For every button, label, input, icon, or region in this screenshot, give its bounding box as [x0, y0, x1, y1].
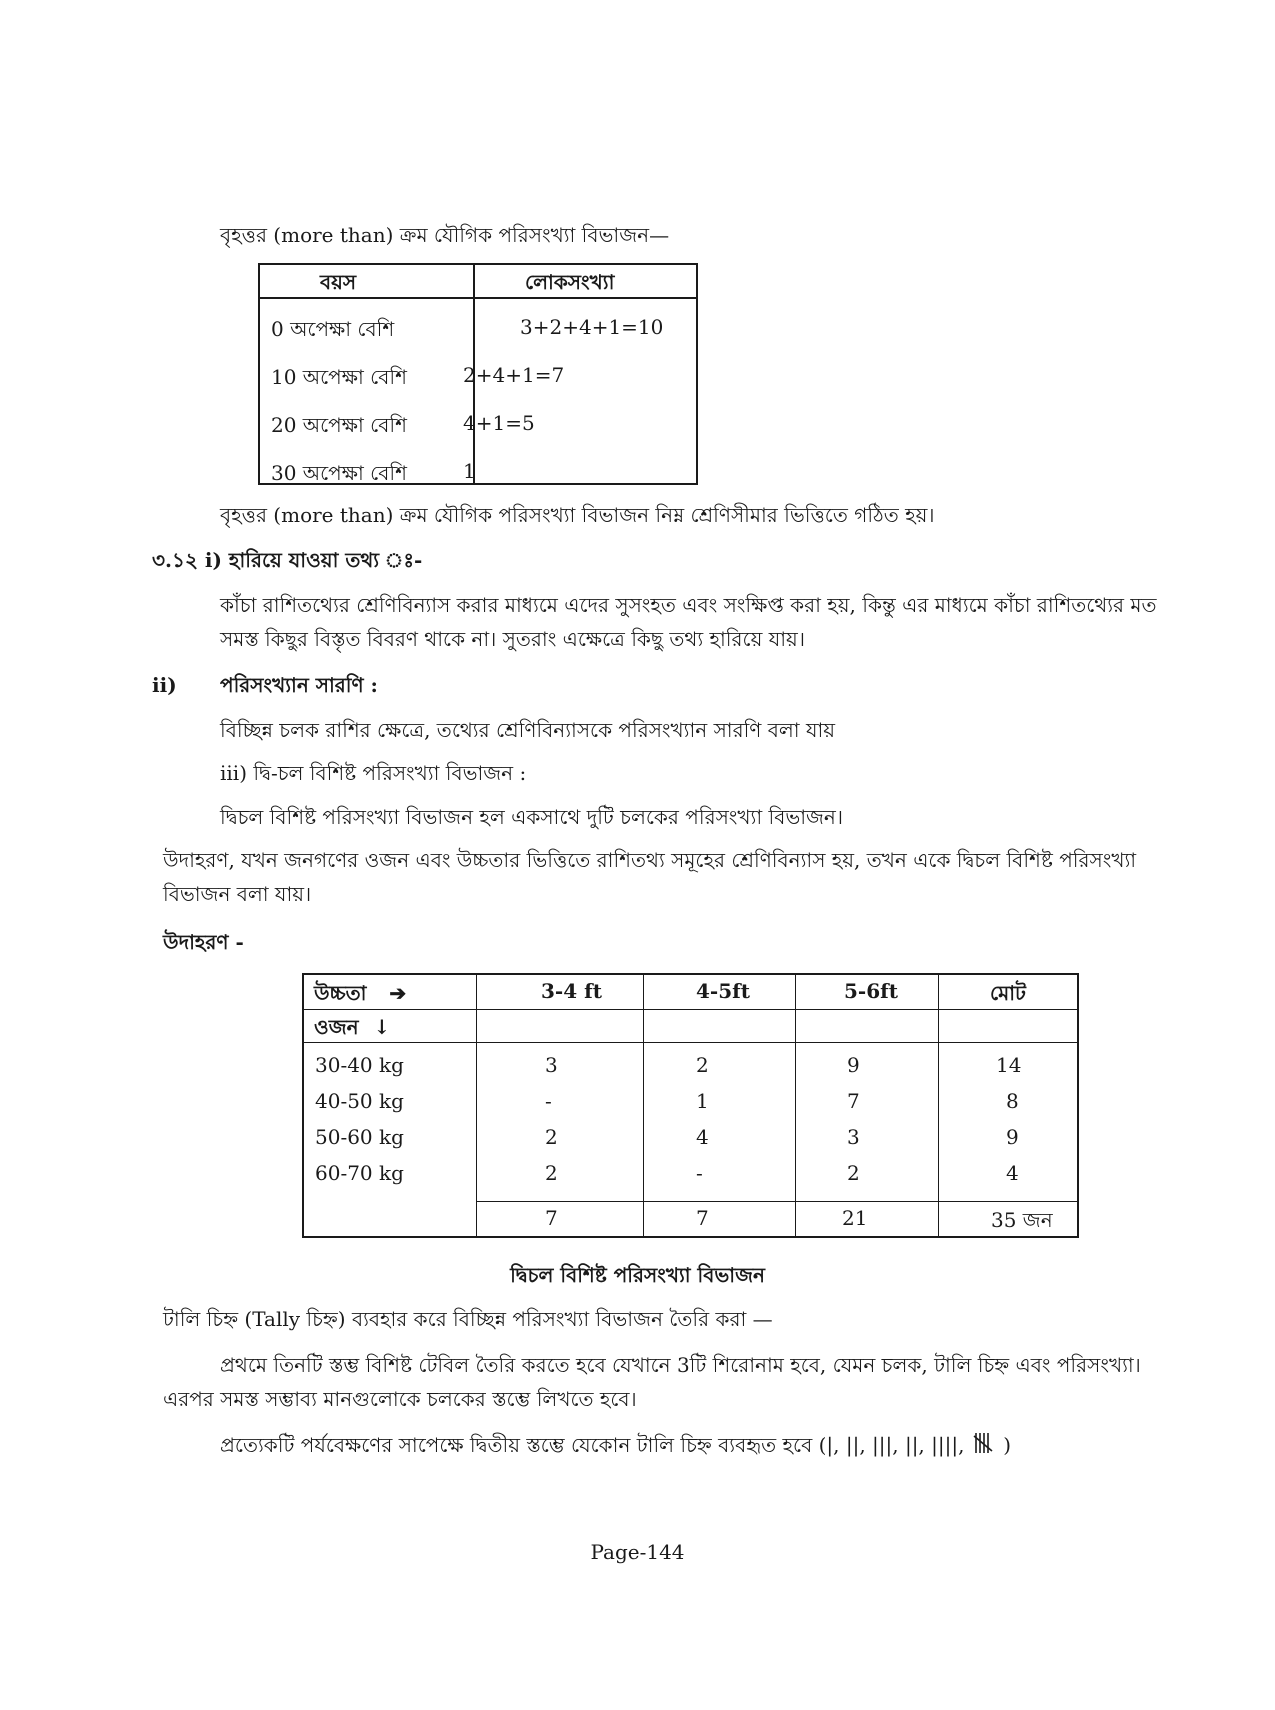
table-total-cell: 21	[842, 1206, 868, 1230]
table-cell: 9	[1006, 1125, 1019, 1149]
section-heading-bivariate: iii) দ্বি-চল বিশিষ্ট পরিসংখ্যা বিভাজন :	[220, 761, 527, 785]
table-cell: 4	[1006, 1161, 1019, 1185]
section-heading-frequency-table: পরিসংখ্যান সারণি :	[220, 673, 378, 697]
table-cell: 8	[1006, 1089, 1019, 1113]
table-corner-weight: ওজন ↓	[314, 1015, 391, 1039]
table-col-header: মোট	[990, 981, 1026, 1005]
table-row-label: 50-60 kg	[315, 1125, 404, 1149]
table-row-label: 30-40 kg	[315, 1053, 404, 1077]
section-text-bivariate-def: দ্বিচল বিশিষ্ট পরিসংখ্যা বিভাজন হল একসাথে দুটি চলকের পরিসংখ্যা বিভাজন।	[220, 805, 844, 829]
table2-caption: দ্বিচল বিশিষ্ট পরিসংখ্যা বিভাজন	[510, 1263, 765, 1287]
bivariate-table	[302, 973, 1079, 1238]
table-cell-age: 20 অপেক্ষা বেশি	[271, 413, 407, 437]
more-than-table	[258, 263, 698, 485]
intro-line: বৃহত্তর (more than) ক্রম যৌগিক পরিসংখ্যা বিভাজন—	[220, 223, 670, 247]
table-cell: 2	[545, 1161, 558, 1185]
table-cell-count: 2+4+1=7	[463, 363, 565, 387]
table-cell: 14	[996, 1053, 1022, 1077]
section-heading-lost-data: ৩.১২ i) হারিয়ে যাওয়া তথ্য ঃ-	[152, 548, 423, 572]
table-cell: 3	[545, 1053, 558, 1077]
table-header-population: লোকসংখ্যা	[525, 270, 615, 294]
table-cell: 3	[847, 1125, 860, 1149]
table-cell: 4	[696, 1125, 709, 1149]
table-cell: 2	[696, 1053, 709, 1077]
table-cell-count: 3+2+4+1=10	[520, 315, 664, 339]
table-cell: 2	[847, 1161, 860, 1185]
example-label: উদাহরণ -	[163, 930, 244, 954]
table-cell: 9	[847, 1053, 860, 1077]
table-col-header: 5-6ft	[844, 979, 898, 1003]
tally-step-one: প্রথমে তিনটি স্তম্ভ বিশিষ্ট টেবিল তৈরি করতে হবে যেখানে 3টি শিরোনাম হবে, যেমন চলক, টালি চিহ্ন এবং পরিসংখ্যা। এরপর সমস্ত সম্ভাব্য মানগুলোকে চলকের স্তম্ভে লিখতে হবে।	[163, 1353, 1141, 1411]
table1-note: বৃহত্তর (more than) ক্রম যৌগিক পরিসংখ্যা বিভাজন নিম্ন শ্রেণিসীমার ভিত্তিতে গঠিত হয়।	[220, 503, 935, 527]
table-header-age: বয়স	[320, 270, 357, 294]
arrow-right-icon: ➔	[389, 981, 407, 1005]
table-corner-height: উচ্চতা ➔	[314, 981, 407, 1005]
tally-intro: টালি চিহ্ন (Tally চিহ্ন) ব্যবহার করে বিচ্ছিন্ন পরিসংখ্যা বিভাজন তৈরি করা —	[163, 1307, 773, 1331]
table-total-cell: 7	[696, 1206, 709, 1230]
table-cell-age: 10 অপেক্ষা বেশি	[271, 365, 407, 389]
table-cell: 2	[545, 1125, 558, 1149]
table-row-label: 40-50 kg	[315, 1089, 404, 1113]
table-cell-count: 4+1=5	[463, 411, 535, 435]
table-cell-age: 0 অপেক্ষা বেশি	[271, 317, 395, 341]
table-cell-count: 1	[463, 459, 476, 483]
table-cell-age: 30 অপেক্ষা বেশি	[271, 461, 407, 485]
tally-step-two: প্রত্যেকটি পর্যবেক্ষণের সাপেক্ষে দ্বিতীয় স্তম্ভে যেকোন টালি চিহ্ন ব্যবহৃত হবে (|, ||, |||, ||, ||||, )	[220, 1433, 1011, 1457]
table-total-cell: 7	[545, 1206, 558, 1230]
table-cell: -	[696, 1161, 703, 1185]
section-number-ii: ii)	[152, 673, 177, 697]
table-cell: 1	[696, 1089, 709, 1113]
arrow-down-icon: ↓	[373, 1015, 391, 1039]
tally-five-mark-icon	[973, 1431, 995, 1453]
table-cell: -	[545, 1089, 552, 1113]
table-col-header: 3-4 ft	[541, 979, 602, 1003]
page-number: Page-144	[590, 1540, 685, 1564]
section-text-frequency-table: বিচ্ছিন্ন চলক রাশির ক্ষেত্রে, তথ্যের শ্রেণিবিন্যাসকে পরিসংখ্যান সারণি বলা যায়	[220, 718, 836, 742]
table-row-label: 60-70 kg	[315, 1161, 404, 1185]
section-text-bivariate-example: উদাহরণ, যখন জনগণের ওজন এবং উচ্চতার ভিত্তিতে রাশিতথ্য সমূহের শ্রেণিবিন্যাস হয়, তখন একে দ্বিচল বিশিষ্ট পরিসংখ্যা বিভাজন বলা যায়।	[163, 848, 1137, 906]
section-text-lost-data: কাঁচা রাশিতথ্যের শ্রেণিবিন্যাস করার মাধ্যমে এদের সুসংহত এবং সংক্ষিপ্ত করা হয়, কিন্তু এর মাধ্যমে কাঁচা রাশিতথ্যের মত সমস্ত কিছুর বিস্তৃত বিবরণ থাকে না। সুতরাং এক্ষেত্রে কিছু তথ্য হারিয়ে যায়।	[220, 593, 1157, 651]
table-total-cell: 35 জন	[991, 1208, 1053, 1232]
table-col-header: 4-5ft	[696, 979, 750, 1003]
table-cell: 7	[847, 1089, 860, 1113]
